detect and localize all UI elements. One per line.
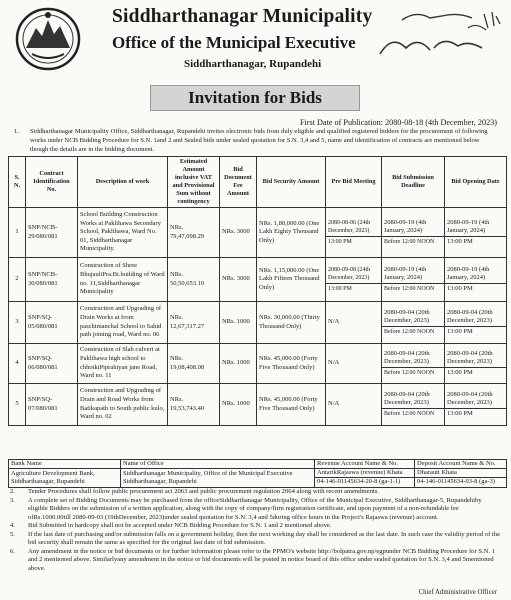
contracts-table — [8, 156, 507, 426]
row-contract-id: SNP/NCB-30/080/081 — [26, 258, 78, 302]
bank-header-bank: Bank Name — [9, 460, 121, 469]
table-header-row — [9, 157, 507, 208]
row-fee: NRs. 1000 — [220, 302, 257, 344]
note-text: Any amendment in the notice or bid documents or for further information please refer to the PPMO's website http://bolpatra.gov.np/egpunder NCB Bidding Procedure for S.N. 1 and 2 mentioned above. Similarlyany amendment in the notice or bid documents will be posted in notice board of this office under sealed quotation for S.N. 3,4 and 5mentioned above. — [28, 547, 495, 572]
opening-time: 13:00 PM — [445, 326, 506, 337]
row-contract-id: SNP/SQ-07/080/081 — [26, 384, 78, 426]
row-description: Construction and Upgrading of Drain and Road Works from Batikapath to South public kulo, Ward no. 02 — [78, 384, 168, 426]
row-prebid: N/A — [326, 302, 382, 344]
prebid-date: 2080-08-06 (24th December, 2023) — [328, 219, 371, 235]
deposit-account-no: 04-146-01145634-03-8 (ga-3) — [415, 478, 507, 487]
bank-header-office: Name of Office — [121, 460, 315, 469]
row-description: School Building Construction Works at Paklihawa Secondary School, Paklihawa, Ward No. 01, Siddharthanagar Municipality. — [78, 208, 168, 258]
deposit-account-name: Dharauti Khata — [415, 469, 507, 478]
row-security: NRs. 1,15,000.00 (One Lakh Fifteen Thousand Only) — [257, 258, 326, 302]
row-fee: NRs. 3000 — [220, 258, 257, 302]
opening-date: 2080-09-19 (4th January, 2024) — [447, 265, 490, 282]
deadline-time: Before 12:00 NOON — [382, 326, 444, 337]
row-prebid: N/A — [326, 384, 382, 426]
row-estimate: NRs. 50,50,653.10 — [168, 258, 220, 302]
row-security: NRs. 1,80,000.00 (One Lakh Eighty Thousand Only) — [257, 208, 326, 258]
row-security: NRs. 45,000.00 (Forty Five Thousand Only) — [257, 344, 326, 384]
col-header-prebid: Pre Bid Meeting — [326, 157, 382, 208]
col-header-deadline: Bid Submission Deadline — [382, 157, 445, 208]
list-item — [10, 488, 502, 497]
row-estimate: NRs. 19,53,743.40 — [168, 384, 220, 426]
revenue-account-no: 04-146-01145634-20-8 (ga-1-1) — [315, 478, 415, 487]
note-number: 4. — [10, 522, 15, 529]
note-number: 6. — [10, 547, 15, 555]
col-header-contract-id: Contract Identification No. — [26, 157, 78, 208]
col-header-opening: Bid Opening Date — [445, 157, 507, 208]
row-prebid: N/A — [326, 344, 382, 384]
deadline-time: Before 12:00 NOON — [382, 367, 444, 378]
row-sn: 1 — [9, 208, 26, 258]
opening-date: 2080-09-19 (4th January, 2024) — [447, 218, 490, 235]
bank-header-row — [9, 460, 507, 469]
col-header-sn: S. N. — [9, 157, 26, 208]
row-description: Construction of Shree BhujauliPra.Bi.building of Ward no. 11,Siddharthanagar Municipality — [78, 258, 168, 302]
note-number: 2. — [10, 488, 15, 495]
col-header-security: Bid Security Amount — [257, 157, 326, 208]
opening-time: 13:00 PM — [445, 408, 506, 419]
opening-date: 2080-09-04 (20th December, 2023) — [447, 308, 493, 325]
row-estimate: NRs. 19,08,408.08 — [168, 344, 220, 384]
prebid-date: 2080-09-08 (24th December, 2023) — [328, 266, 371, 282]
row-security: NRs. 30,000.00 (Thirty Thousand Only) — [257, 302, 326, 344]
note-text: A complete set of Bidding Documents may be purchased from the officeSiddharthanagar Municipality, Office of the Municipal Executive, Siddharthanagar-5, Rupandehiby eligible Bidders on the submission of a written application, along with the copy of company/firm registration certificate, and upon payment of a non-refundable fee ofRs.1000.00till 2080-09-03 (19thDecember, 2023)under sealed quotation for S.N. 3,4 and 5during office hours in the Project's Rajaswa (revenue) account. — [28, 496, 482, 521]
deadline-date: 2080-09-19 (4th January, 2024) — [384, 265, 427, 282]
row-fee: NRs. 3000 — [220, 208, 257, 258]
row-estimate: NRs. 79,47,098.29 — [168, 208, 220, 258]
notes-list — [10, 488, 502, 573]
row-description: Construction of Slab culvert at Paklihawa high school to chhotkiPiprahiyan jane Road, Ward no. 11 — [78, 344, 168, 384]
opening-time: 13:00 PM — [445, 236, 506, 247]
publication-date: First Date of Publication: 2080-08-18 (4th December, 2023) — [299, 118, 497, 127]
bank-details-table — [8, 459, 507, 488]
opening-date: 2080-09-04 (20th December, 2023) — [447, 349, 493, 366]
deadline-time: Before 12:00 NOON — [382, 408, 444, 419]
row-security: NRs. 45,000.00 (Forty Five Thousand Only) — [257, 384, 326, 426]
row-sn: 5 — [9, 384, 26, 426]
note-text: Bid Submitted in hardcopy shall not be accepted under NCB Bidding Procedure for S.N. 1 and 2 mentioned above. — [28, 522, 332, 529]
row-sn: 4 — [9, 344, 26, 384]
table-row — [9, 302, 507, 344]
deadline-time: Before 12:00 NOON — [382, 236, 444, 247]
deadline-date: 2080-09-04 (20th December, 2023) — [384, 390, 430, 407]
row-opening — [445, 384, 507, 426]
row-contract-id: SNP/SQ-06/080/081 — [26, 344, 78, 384]
deadline-time: Before 12:00 NOON — [382, 283, 444, 294]
note-number: 5. — [10, 530, 15, 538]
row-sn: 2 — [9, 258, 26, 302]
notice-title-banner: Invitation for Bids — [150, 85, 360, 111]
prebid-time: 13:00 PM — [326, 283, 381, 294]
row-prebid — [326, 258, 382, 302]
bank-header-revenue: Revenue Account Name & No. — [315, 460, 415, 469]
row-deadline — [382, 302, 445, 344]
intro-paragraph — [14, 127, 498, 154]
row-estimate: NRs. 12,67,317.27 — [168, 302, 220, 344]
table-row — [9, 208, 507, 258]
organization-name: Siddharthanagar Municipality — [112, 6, 373, 27]
row-opening — [445, 208, 507, 258]
bank-header-deposit: Deposit Account Name & No. — [415, 460, 507, 469]
row-deadline — [382, 344, 445, 384]
list-item — [10, 522, 502, 531]
list-item — [10, 548, 502, 574]
opening-time: 13:00 PM — [445, 283, 506, 294]
note-text: Tender Procedures shall follow public procurement act 2063 and public procurement regulation 2064 along with recent amendments. — [28, 488, 379, 495]
col-header-description: Description of work — [78, 157, 168, 208]
deadline-date: 2080-09-04 (20th December, 2023) — [384, 349, 430, 366]
row-deadline — [382, 258, 445, 302]
prebid-time: 13:00 PM — [326, 236, 381, 247]
row-opening — [445, 302, 507, 344]
office-name: Office of the Municipal Executive — [112, 33, 356, 52]
revenue-account-name: AntarikRajaswa (revenue) Khata — [315, 469, 415, 478]
row-opening — [445, 344, 507, 384]
intro-number: 1. — [14, 128, 19, 135]
opening-date: 2080-09-04 (20th December, 2023) — [447, 390, 493, 407]
note-number: 3. — [10, 496, 15, 504]
list-item — [10, 531, 502, 548]
col-header-fee: Bid Document Fee Amount — [220, 157, 257, 208]
municipality-emblem-icon — [14, 6, 82, 72]
bank-name: Agriculture Development Bank, Siddharthanagar, Rupandehi — [9, 469, 121, 487]
row-deadline — [382, 208, 445, 258]
note-text: If the last date of purchasing and/or submission falls on a government holiday, then the next working day shall be considered as the last date. In such case the validity period of the bid security shall remain the same as specified for the original last date of bid submission. — [28, 530, 500, 546]
opening-time: 13:00 PM — [445, 367, 506, 378]
signatory-title: Chief Administrative Officer — [418, 589, 497, 596]
row-sn: 3 — [9, 302, 26, 344]
table-row — [9, 258, 507, 302]
row-opening — [445, 258, 507, 302]
bank-office: Siddharthanagar Municipality, Office of the Municipal Executive Siddharthanagar, Rupandehi — [121, 469, 315, 487]
col-header-estimate: Estimated Amount inclusive VAT and Provisional Sum without contingency — [168, 157, 220, 208]
row-contract-id: SNP/NCB-29/080/081 — [26, 208, 78, 258]
table-row — [9, 344, 507, 384]
row-deadline — [382, 384, 445, 426]
row-fee: NRs. 1000 — [220, 344, 257, 384]
list-item — [10, 497, 502, 523]
row-contract-id: SNP/SQ-05/080/081 — [26, 302, 78, 344]
row-description: Construction and Upgrading of Drain Works at from paschimanchal School to Sahid path joining road, Ward no. 06 — [78, 302, 168, 344]
deadline-date: 2080-09-04 (20th December, 2023) — [384, 308, 430, 325]
row-prebid — [326, 208, 382, 258]
office-location: Siddharthanagar, Rupandehi — [184, 58, 322, 70]
handwritten-reference — [372, 6, 504, 68]
table-row — [9, 384, 507, 426]
bank-row — [9, 469, 507, 478]
row-fee: NRs. 1000 — [220, 384, 257, 426]
deadline-date: 2080-09-19 (4th January, 2024) — [384, 218, 427, 235]
intro-text: Siddharthanagar Municipality Office, Siddharthanagar, Rupandehi invites electronic bids from duly eligible and qualified registered bidders for the procurement of following works under NCB Bidding Procedure for S.N. 1and 2 and Sealed bids under sealed quotation for S.N. 3,4 and 5, name and identification of contracts are mentioned below though the details are in the bidding document. — [30, 128, 488, 153]
